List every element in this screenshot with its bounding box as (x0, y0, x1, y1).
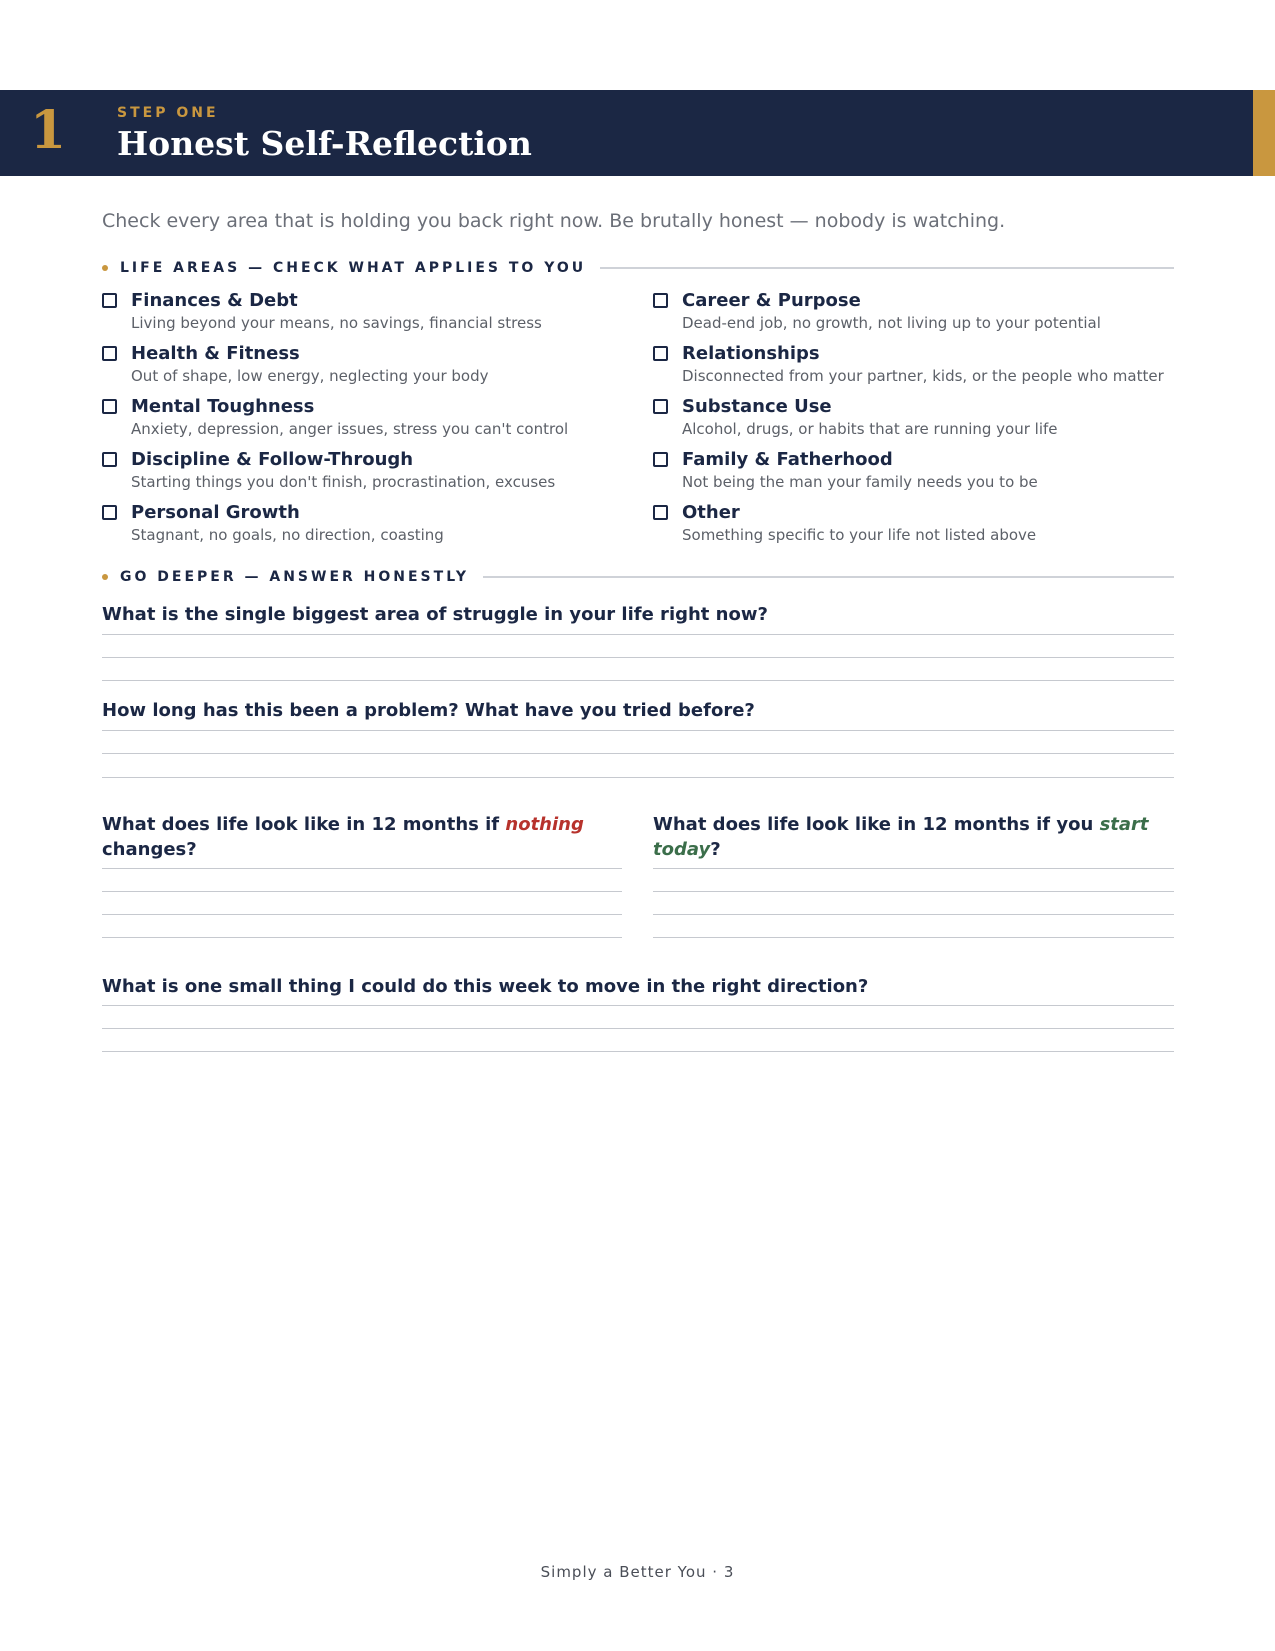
checkbox[interactable] (102, 293, 117, 308)
answer-line[interactable] (102, 730, 1174, 731)
life-area-description: Starting things you don't finish, procrastination, excuses (131, 473, 556, 491)
life-area-description: Something specific to your life not listed above (682, 526, 1037, 544)
life-area-item[interactable] (102, 288, 642, 332)
question-text: What does life look like in 12 months if (102, 814, 506, 835)
page-footer: Simply a Better You · 3 (540, 1563, 735, 1581)
life-area-title: Health & Fitness (131, 342, 300, 364)
life-area-title: Other (682, 501, 740, 523)
answer-line[interactable] (102, 753, 1174, 754)
life-area-title: Career & Purpose (682, 289, 861, 311)
answer-line[interactable] (102, 634, 1174, 635)
checkbox[interactable] (653, 399, 668, 414)
question-text: changes? (102, 839, 197, 860)
intro-text: Check every area that is holding you back right now. Be brutally honest — nobody is watching. (102, 210, 1006, 232)
checkbox[interactable] (653, 293, 668, 308)
step-label: STEP ONE (117, 105, 219, 121)
life-area-item[interactable] (653, 500, 1193, 544)
answer-line[interactable] (102, 1028, 1174, 1029)
life-area-description: Alcohol, drugs, or habits that are running your life (682, 420, 1058, 438)
life-areas-label: LIFE AREAS — CHECK WHAT APPLIES TO YOU (120, 260, 587, 276)
emphasis-nothing: nothing (505, 814, 584, 835)
answer-line[interactable] (653, 937, 1174, 938)
section-rule (483, 576, 1174, 578)
question-how-long: How long has this been a problem? What have you tried before? (102, 700, 755, 721)
checkbox[interactable] (653, 505, 668, 520)
answer-line[interactable] (653, 891, 1174, 892)
question-text: ? (710, 839, 721, 860)
emphasis-start-today: start today (653, 814, 1149, 860)
question-text: What does life look like in 12 months if you (653, 814, 1100, 835)
checkbox[interactable] (102, 452, 117, 467)
life-area-title: Discipline & Follow-Through (131, 448, 414, 470)
answer-line[interactable] (653, 868, 1174, 869)
checkbox[interactable] (102, 346, 117, 361)
life-area-item[interactable] (653, 288, 1193, 332)
life-area-title: Relationships (682, 342, 820, 364)
life-area-item[interactable] (102, 341, 642, 385)
life-area-title: Family & Fatherhood (682, 448, 893, 470)
life-area-description: Out of shape, low energy, neglecting your body (131, 367, 489, 385)
go-deeper-label: GO DEEPER — ANSWER HONESTLY (120, 569, 470, 585)
life-area-description: Stagnant, no goals, no direction, coasting (131, 526, 444, 544)
answer-line[interactable] (102, 777, 1174, 778)
bullet-dot (102, 574, 108, 580)
answer-line[interactable] (102, 937, 622, 938)
checkbox[interactable] (102, 399, 117, 414)
question-one-small-thing: What is one small thing I could do this week to move in the right direction? (102, 976, 869, 997)
answer-line[interactable] (102, 891, 622, 892)
life-area-title: Mental Toughness (131, 395, 315, 417)
answer-line[interactable] (653, 914, 1174, 915)
life-area-item[interactable] (653, 447, 1193, 491)
answer-line[interactable] (102, 1051, 1174, 1052)
answer-line[interactable] (102, 1005, 1174, 1006)
life-area-description: Dead-end job, no growth, not living up to your potential (682, 314, 1101, 332)
answer-line[interactable] (102, 680, 1174, 681)
question-if-you-start-today (653, 812, 1174, 862)
life-area-description: Anxiety, depression, anger issues, stress you can't control (131, 420, 569, 438)
life-area-item[interactable] (653, 394, 1193, 438)
life-areas-heading (102, 258, 1174, 278)
life-area-title: Personal Growth (131, 501, 300, 523)
answer-line[interactable] (102, 868, 622, 869)
life-area-item[interactable] (102, 447, 642, 491)
checkbox[interactable] (653, 452, 668, 467)
go-deeper-heading (102, 567, 1174, 587)
checkbox[interactable] (653, 346, 668, 361)
section-rule (600, 267, 1174, 269)
header-accent-tab (1253, 90, 1275, 176)
life-area-title: Substance Use (682, 395, 832, 417)
page-title: Honest Self-Reflection (117, 124, 532, 163)
answer-line[interactable] (102, 914, 622, 915)
step-number: 1 (30, 100, 67, 161)
life-area-title: Finances & Debt (131, 289, 298, 311)
life-area-description: Disconnected from your partner, kids, or the people who matter (682, 367, 1164, 385)
question-biggest-struggle: What is the single biggest area of struggle in your life right now? (102, 604, 768, 625)
life-area-item[interactable] (102, 500, 642, 544)
checkbox[interactable] (102, 505, 117, 520)
life-area-description: Living beyond your means, no savings, financial stress (131, 314, 542, 332)
life-area-description: Not being the man your family needs you to be (682, 473, 1038, 491)
life-area-item[interactable] (653, 341, 1193, 385)
life-area-item[interactable] (102, 394, 642, 438)
bullet-dot (102, 265, 108, 271)
answer-line[interactable] (102, 657, 1174, 658)
question-if-nothing-changes (102, 812, 622, 862)
